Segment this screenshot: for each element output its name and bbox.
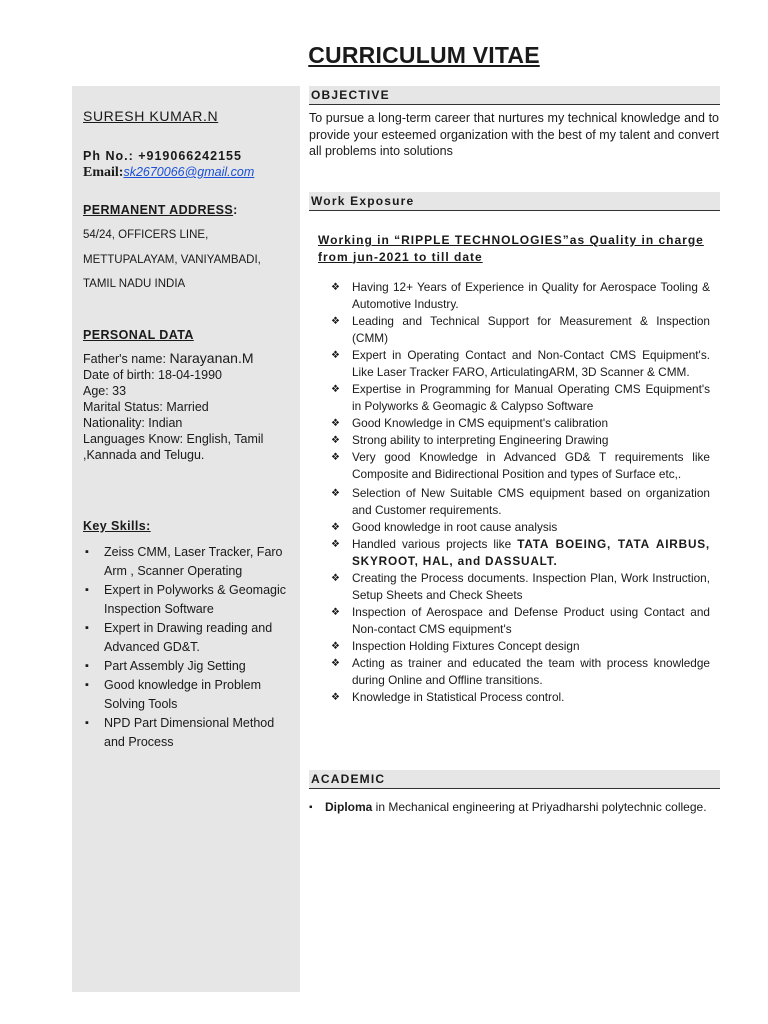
personal-data-heading: PERSONAL DATA — [83, 328, 194, 342]
academic-item — [309, 800, 719, 816]
skill-item: ▪ Good knowledge in Problem Solving Tools — [83, 676, 293, 714]
address-line-2: METTUPALAYAM, VANIYAMBADI, — [83, 254, 261, 266]
degree-name: Diploma — [325, 800, 373, 814]
skill-item: ▪ Expert in Drawing reading and Advanced GD&T. — [83, 619, 293, 657]
experience-item: ❖ Good Knowledge in CMS equipment's calibration — [331, 415, 710, 432]
academic-heading: ACADEMIC — [309, 770, 720, 789]
experience-item: ❖ Having 12+ Years of Experience in Quality for Aerospace Tooling & Automotive Industry. — [331, 279, 710, 313]
nationality: Nationality: Indian — [83, 416, 183, 430]
email-label: Email: — [83, 165, 124, 180]
experience-item: ❖ Selection of New Suitable CMS equipment based on organization and Customer requirements. — [331, 485, 710, 519]
father-value: Narayanan.M — [169, 350, 254, 366]
degree-detail: in Mechanical engineering at Priyadharshi polytechnic college. — [372, 800, 707, 814]
work-experience-list — [331, 279, 710, 706]
skill-item: ▪ Part Assembly Jig Setting — [83, 657, 293, 676]
personal-data — [83, 350, 293, 463]
experience-item: ❖ Expert in Operating Contact and Non-Contact CMS Equipment's. Like Laser Tracker FARO, ArticulatingARM, 3D Scanner & CMM. — [331, 347, 710, 381]
address-line-3: TAMIL NADU INDIA — [83, 278, 186, 290]
languages: Languages Know: English, Tamil ,Kannada and Telugu. — [83, 432, 264, 462]
email-line — [83, 165, 254, 181]
email-link[interactable]: sk2670066@gmail.com — [123, 165, 255, 179]
experience-item: ❖ Knowledge in Statistical Process control. — [331, 689, 710, 706]
academic-list — [309, 800, 719, 816]
experience-item: ❖ Inspection of Aerospace and Defense Product using Contact and Non-contact CMS equipment's — [331, 604, 710, 638]
skill-item: ▪ Zeiss CMM, Laser Tracker, Faro Arm , Scanner Operating — [83, 543, 293, 581]
address-line-1: 54/24, OFFICERS LINE, — [83, 229, 209, 241]
objective-text: To pursue a long-term career that nurtures my technical knowledge and to provide your esteemed organization with the best of my talent and convert all problems into solutions — [309, 111, 719, 158]
address-heading-colon: : — [233, 203, 238, 217]
experience-item: ❖ Leading and Technical Support for Measurement & Inspection (CMM) — [331, 313, 710, 347]
work-exposure-heading: Work Exposure — [309, 192, 720, 211]
job-title: Working in “RIPPLE TECHNOLOGIES”as Quality in charge from jun-2021 to till date — [318, 233, 704, 264]
phone-number: Ph No.: +919066242155 — [83, 149, 242, 163]
father-label: Father's name: — [83, 352, 170, 366]
experience-item: ❖ Inspection Holding Fixtures Concept design — [331, 638, 710, 655]
father-name — [83, 350, 293, 367]
age: Age: 33 — [83, 384, 127, 398]
experience-item: ❖ Expertise in Programming for Manual Operating CMS Equipment's in Polyworks & Geomagic & Calypso Software — [331, 381, 710, 415]
key-skills-list — [83, 543, 293, 752]
experience-item-projects — [331, 536, 710, 570]
sidebar — [72, 86, 300, 992]
experience-item: ❖ Strong ability to interpreting Engineering Drawing — [331, 432, 710, 449]
marital-status: Marital Status: Married — [83, 400, 209, 414]
experience-item: ❖ Creating the Process documents. Inspection Plan, Work Instruction, Setup Sheets and Check Sheets — [331, 570, 710, 604]
candidate-name: SURESH KUMAR.N — [83, 108, 219, 124]
address-heading — [83, 203, 238, 217]
skill-item: ▪ NPD Part Dimensional Method and Process — [83, 714, 293, 752]
projects-list: TATA BOEING, TATA AIRBUS, SKYROOT, HAL, and DASSUALT. — [352, 537, 711, 568]
date-of-birth: Date of birth: 18-04-1990 — [83, 368, 222, 382]
experience-item: ❖ Good knowledge in root cause analysis — [331, 519, 710, 536]
key-skills-heading: Key Skills: — [83, 519, 151, 533]
experience-item: ❖ Acting as trainer and educated the team with process knowledge during Online and Offline transitions. — [331, 655, 710, 689]
projects-lead: Handled various projects like — [352, 537, 518, 551]
objective-heading: OBJECTIVE — [309, 86, 720, 105]
address-heading-text: PERMANENT ADDRESS — [83, 203, 234, 217]
experience-item: ❖ Very good Knowledge in Advanced GD& T requirements like Composite and Bidirectional Position and types of Surface etc,. — [331, 449, 710, 483]
skill-item: ▪ Expert in Polyworks & Geomagic Inspection Software — [83, 581, 293, 619]
document-title: CURRICULUM VITAE — [308, 42, 540, 68]
